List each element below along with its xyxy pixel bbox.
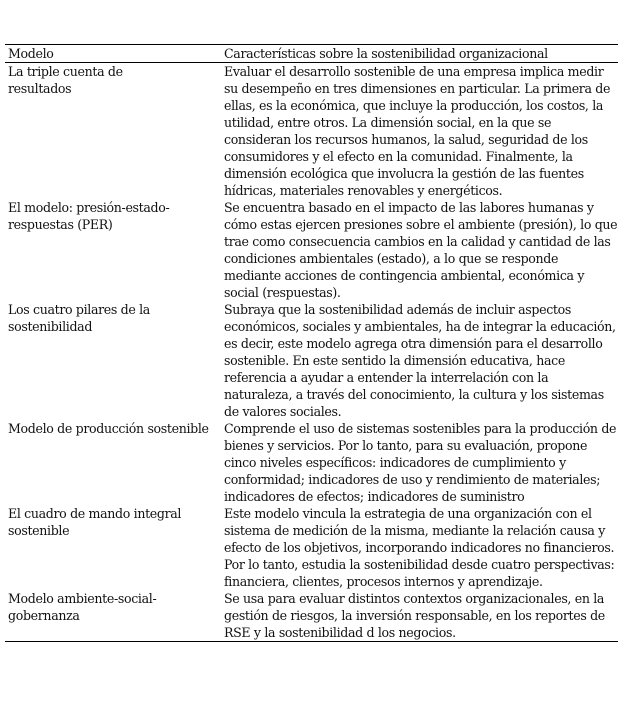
table-row [5, 505, 618, 590]
table-row [5, 301, 618, 420]
cell-modelo: Los cuatro pilares de la sostenibilidad [8, 302, 150, 334]
cell-modelo: Modelo de producción sostenible [8, 421, 209, 436]
header-caracteristicas: Características sobre la sostenibilidad organizacional [224, 46, 548, 61]
document-page [5, 44, 618, 642]
cell-caracteristicas: Se usa para evaluar distintos contextos organizacionales, en la gestión de riesgos, la inversión responsable, en los reportes de RSE y la sostenibilidad d los negocios. [224, 591, 605, 640]
cell-caracteristicas: Subraya que la sostenibilidad además de incluir aspectos económicos, sociales y ambientales, ha de integrar la educación, es decir, este modelo agrega otra dimensión para el desarrollo sostenible. En este sentido la dimensión educativa, hace referencia a ayudar a entender la interrelación con la naturaleza, a través del conocimiento, la cultura y los sistemas de valores sociales. [224, 302, 616, 419]
table-row [5, 420, 618, 505]
cell-caracteristicas: Evaluar el desarrollo sostenible de una empresa implica medir su desempeño en tres dimensiones en particular. La primera de ellas, es la económica, que incluye la producción, los costos, la utilidad, entre otros. La dimensión social, en la que se consideran los recursos humanos, la salud, seguridad de los consumidores y el efecto en la comunidad. Finalmente, la dimensión ecológica que involucra la gestión de las fuentes hídricas, materiales renovables y energéticos. [224, 64, 611, 198]
table-row [5, 199, 618, 301]
cell-caracteristicas: Este modelo vincula la estrategia de una organización con el sistema de medición de la misma, mediante la relación causa y efecto de los objetivos, incorporando indicadores no financieros. Por lo tanto, estudia la sostenibilidad desde cuatro perspectivas: financiera, clientes, procesos internos y aprendizaje. [224, 506, 615, 589]
cell-modelo: El cuadro de mando integral sostenible [8, 506, 182, 538]
cell-modelo: El modelo: presión-estado-respuestas (PER) [8, 200, 170, 232]
table-header-row [5, 45, 618, 63]
sustainability-models-table [5, 44, 618, 642]
cell-caracteristicas: Se encuentra basado en el impacto de las labores humanas y cómo estas ejercen presiones sobre el ambiente (presión), lo que trae como consecuencia cambios en la calidad y cantidad de las condiciones ambientales (estado), a lo que se responde mediante acciones de contingencia ambiental, económica y social (respuestas). [224, 200, 618, 300]
header-modelo: Modelo [8, 46, 54, 61]
cell-caracteristicas: Comprende el uso de sistemas sostenibles para la producción de bienes y servicios. Por lo tanto, para su evaluación, propone cinco niveles específicos: indicadores de cumplimiento y conformidad; indicadores de uso y rendimiento de materiales; indicadores de efectos; indicadores de suministro [224, 421, 617, 504]
table-row [5, 63, 618, 200]
cell-modelo: La triple cuenta de resultados [8, 64, 123, 96]
table-row [5, 590, 618, 642]
cell-modelo: Modelo ambiente-social-gobernanza [8, 591, 157, 623]
